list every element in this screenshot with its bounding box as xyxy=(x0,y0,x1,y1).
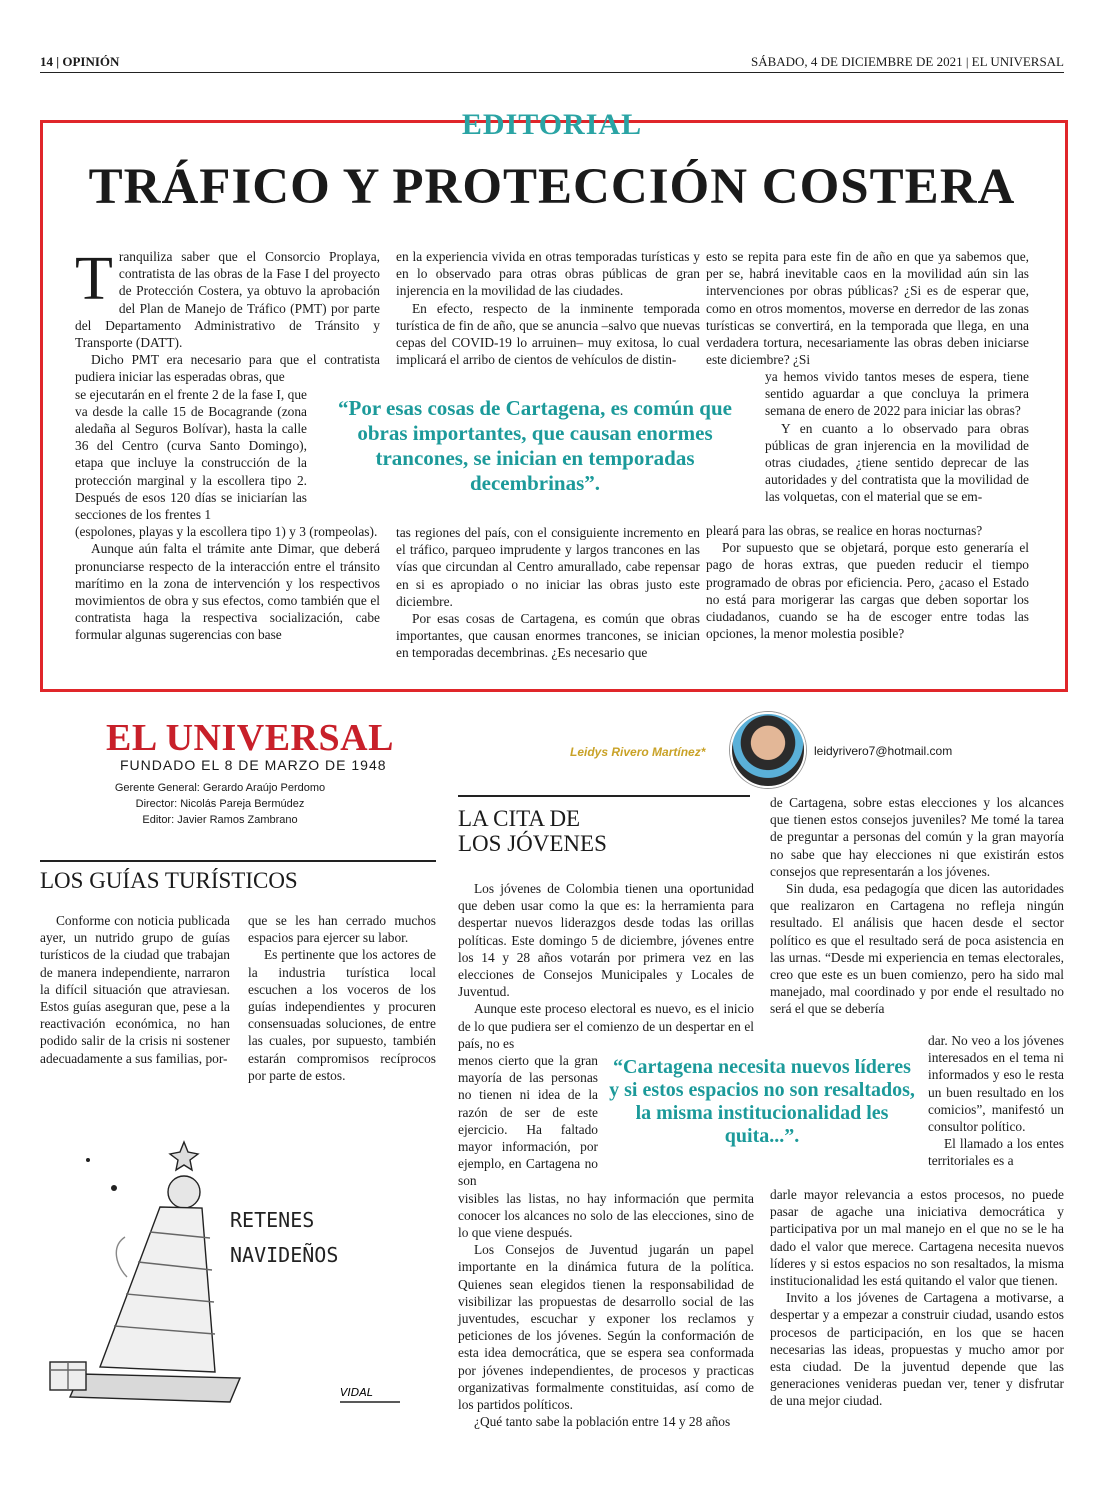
column-paragraph: Invito a los jóvenes de Cartagena a motivarse, a despertar y a empezar a construir ciudad, usando estos procesos de participación, en los que se hacen necesarias las ideas, propuestas y mucho amor por esta ciudad. De la juventud depende que las generaciones venideras puedan ver, tener y disfrutar de una mejor ciudad. xyxy=(770,1290,1064,1409)
guias-paragraph: Conforme con noticia publicada ayer, un nutrido grupo de guías turísticos de la ciudad que trabajan de manera independiente, narraron la difícil situación que atraviesan. Estos guías aseguran que, pese a la reactivación económica, no han podido salir de la crisis ni sostener adecuadamente a sus familias, por- xyxy=(40,913,230,1066)
cartoon-caption-2: NAVIDEÑOS xyxy=(230,1243,339,1267)
page-section-label: 14 | OPINIÓN xyxy=(40,54,120,69)
editorial-paragraph: Aunque aún falta el trámite ante Dimar, que deberá pronunciarse respecto de la interacción entre el tránsito marítimo en la zona de intervención y los respectivos movimientos de obra y sus efectos, como también que el contratista haga la respectiva socialización, cabe formular algunas sugerencias con base xyxy=(75,541,380,643)
editorial-paragraph: Dicho PMT era necesario para que el contratista pudiera iniciar las esperadas obras, que xyxy=(75,352,380,385)
column-paragraph: Los Consejos de Juventud jugarán un papel importante en la dinámica futura de la política. Quienes sean elegidos tienen la responsabilidad de visibilizar las propuestas de desarrollo social de las juventudes, escuchar y exponer los reclamos y peticiones de los jóvenes. Según la conformación de esta idea democrática, que se espera sea conformada por jóvenes independientes, de procesos y practicas organizativas formalmente constituidas, así como de los partidos políticos. xyxy=(458,1242,754,1413)
editorial-column-3-top xyxy=(706,248,1029,368)
column-pullquote: “Cartagena necesita nuevos líderes y si estos espacios no son resaltados, la misma institucionalidad les quita...”. xyxy=(609,1056,915,1147)
column-col-1-top xyxy=(458,880,754,1431)
column-paragraph: ¿Qué tanto sabe la población entre 14 y 28 años xyxy=(474,1414,731,1430)
masthead-brand: EL UNIVERSAL xyxy=(106,717,394,759)
cartoon-caption-1: RETENES xyxy=(230,1208,315,1232)
section-rule xyxy=(40,860,436,862)
guias-title: LOS GUÍAS TURÍSTICOS xyxy=(40,868,298,893)
masthead-editor: Editor: Javier Ramos Zambrano xyxy=(142,814,298,826)
column-title-line-2: LOS JÓVENES xyxy=(458,831,607,856)
column-col-2-top xyxy=(770,794,1064,1018)
guias-paragraph: que se les han cerrado muchos espacios para ejercer su labor. xyxy=(248,913,436,946)
column-col-2-bottom xyxy=(770,1186,1064,1410)
editorial-paragraph: ranquiliza saber que el Consorcio Proplaya, contratista de las obras de la Fase I del proyecto de Protección Costera, ya obtuvo la aprobación del Plan de Manejo de Tráfico (PMT) por parte del Departamento Administrativo de Tránsito y Transporte (DATT). xyxy=(75,249,380,351)
column-title-line-1: LA CITA DE xyxy=(458,806,581,831)
column-paragraph: dar. No veo a los jóvenes interesados en el tema ni informados y eso le resta un buen resultado en los comicios”, manifestó un consultor político. xyxy=(928,1033,1064,1135)
author-email: leidyrivero7@hotmail.com xyxy=(814,744,953,758)
editorial-column-3-narrow xyxy=(765,368,1029,506)
editorial-paragraph: ya hemos vivido tantos meses de espera, tiene sentido aguardar a que concluya la primera semana de enero de 2022 para iniciar las obras? xyxy=(765,369,1029,419)
masthead-director: Director: Nicolás Pareja Bermúdez xyxy=(135,798,305,810)
editorial-paragraph: En efecto, respecto de la inminente temporada turística de fin de año, que se anuncia –salvo que nuevas cepas del COVID-19 lo arruinen– muy exitosa, lo cual implicará el arribo de cientos de vehículos de distin- xyxy=(396,300,700,368)
star-icon xyxy=(111,1185,117,1191)
header-rule xyxy=(40,72,1064,73)
column-paragraph: de Cartagena, sobre estas elecciones y los alcances que tienen estos consejos juveniles? Me tomé la tarea de preguntar a personas del común y la gran mayoría no sabe que hay elecciones ni que existirán estos consejos que representarán a los jóvenes. xyxy=(770,795,1064,879)
editorial-column-3-bottom xyxy=(706,522,1029,642)
editorial-pullquote: “Por esas cosas de Cartagena, es común que obras importantes, que causan enormes trancones, se inician en temporadas decembrinas”. xyxy=(338,396,732,495)
editorial-paragraph: Por esas cosas de Cartagena, es común que obras importantes, que causan enormes trancones, se inician en temporadas decembrinas. ¿Es necesario que xyxy=(396,611,700,661)
column-paragraph: darle mayor relevancia a estos procesos, no puede pasar de agache una iniciativa democrática y participativa por un mal manejo en el que no se le ha dado el valor que merece. Cartagena necesita nuevos líderes y si estos espacios no son resaltados, la misma institucionalidad les está quitando el valor que tienen. xyxy=(770,1187,1064,1289)
cartoon-illustration xyxy=(40,1112,436,1422)
cartoon-signature: VIDAL xyxy=(340,1386,373,1399)
editorial-column-2-bottom xyxy=(396,524,700,662)
column-paragraph: Sin duda, esa pedagogía que dicen las autoridades que realizaron en Cartagena no refleja ningún resultado. El análisis que hacen desde el sector político es que el resultado será de poca asistencia en las urnas. “Desde mi experiencia en temas electorales, creo que este es un buen comienzo, pero ha sido mal manejado, mal coordinado y por ende el resultado no será el que se debería xyxy=(770,881,1064,1017)
column-col-2-narrow xyxy=(928,1032,1064,1170)
editorial-paragraph: esto se repita para este fin de año en que ya sabemos que, per se, habrá inevitable caos en la movilidad aún sin las intervenciones por obras públicas? ¿Si es de esperar que, como en otros momentos, moverse en derredor de las zonas turísticas se convertirá, en la temporada que llega, en una verdadera tortura, necesariamente las obras deben iniciarse este diciembre? ¿Si xyxy=(706,249,1029,368)
editorial-column-2-top xyxy=(396,248,700,368)
guias-column-1 xyxy=(40,912,230,1067)
editorial-paragraph: Por supuesto que se objetará, porque esto generaría el pago de horas extras, que pueden reducir el tiempo programado de obras por eficiencia. Pero, ¿acaso el Estado no está para morigerar las cargas que deben soportar los ciudadanos, cuando se ha de escoger entre todas las opciones, la menor molestia posible? xyxy=(706,540,1029,642)
editorial-paragraph: (espolones, playas y la escollera tipo 1) y 3 (rompeolas). xyxy=(75,524,378,540)
editorial-paragraph: en la experiencia vivida en otras temporadas turísticas y en lo observado para otras obras públicas de gran injerencia en la movilidad de las ciudades. xyxy=(396,249,700,299)
publication-date: SÁBADO, 4 DE DICIEMBRE DE 2021 | EL UNIVERSAL xyxy=(750,54,1064,69)
section-rule xyxy=(458,795,750,797)
editorial-kicker: EDITORIAL xyxy=(461,108,643,141)
column-paragraph: El llamado a los entes territoriales es a xyxy=(928,1136,1064,1169)
column-paragraph: visibles las listas, no hay información que permita conocer los alcances no solo de las elecciones, sino de lo que viene después. xyxy=(458,1190,754,1241)
editorial-paragraph: Y en cuanto a lo observado para obras públicas de gran injerencia en la movilidad de otras ciudades, ¿tiene sentido deprecar de las autoridades y del contratista que la movilidad de las volquetas, con el material que se em- xyxy=(765,420,1029,505)
column-paragraph: Aunque este proceso electoral es nuevo, es el inicio de lo que pudiera ser el comienzo de un despertar en el país, no es xyxy=(458,1001,754,1051)
column-title xyxy=(458,806,607,856)
editorial-paragraph: tas regiones del país, con el consiguiente incremento en el tráfico, parqueo imprudente y largos trancones en las vías que circundan al Centro amurallado, cabe repensar en si es apropiado o no iniciar las obras justo este diciembre. xyxy=(396,525,700,609)
avatar xyxy=(730,712,806,788)
guias-column-2 xyxy=(248,912,436,1084)
guias-paragraph: Es pertinente que los actores de la industria turística local escuchen a los voceros de los guías independientes y procuren consensuadas soluciones, de entre las cuales, por supuesto, también estarán compromisos recíprocos por parte de estos. xyxy=(248,947,436,1083)
editorial-paragraph: se ejecutarán en el frente 2 de la fase I, que va desde la calle 15 de Bocagrande (zona aledaña al Seguros Bolívar), hasta la calle 36 del Centro (curva Santo Domingo), etapa que incluye la construcción de la protección marginal y la escollera tipo 2. Después de esos 120 días se iniciarían las secciones de los frentes 1 xyxy=(75,386,307,523)
dropcap: T xyxy=(75,245,113,313)
editorial-paragraph: pleará para las obras, se realice en horas nocturnas? xyxy=(706,523,983,538)
masthead-gerente: Gerente General: Gerardo Araújo Perdomo xyxy=(114,782,326,794)
editorial-title: TRÁFICO Y PROTECCIÓN COSTERA xyxy=(88,159,1016,215)
column-paragraph: Los jóvenes de Colombia tienen una oportunidad que deben usar como la que es: la herramienta para despertar nuevos liderazgos desde todas las orillas políticas. Este domingo 5 de diciembre, jóvenes entre los 14 y 28 años votarán por primera vez en las elecciones de Consejos Municipales y Locales de Juventud. xyxy=(458,881,754,1000)
masthead-founded: FUNDADO EL 8 DE MARZO DE 1948 xyxy=(120,757,387,773)
column-author: Leidys Rivero Martínez* xyxy=(570,745,706,759)
column-paragraph: menos cierto que la gran mayoría de las personas no tienen ni idea de la razón de ser de este ejercicio. Ha faltado mayor información, por ejemplo, en Cartagena no son xyxy=(458,1053,598,1189)
